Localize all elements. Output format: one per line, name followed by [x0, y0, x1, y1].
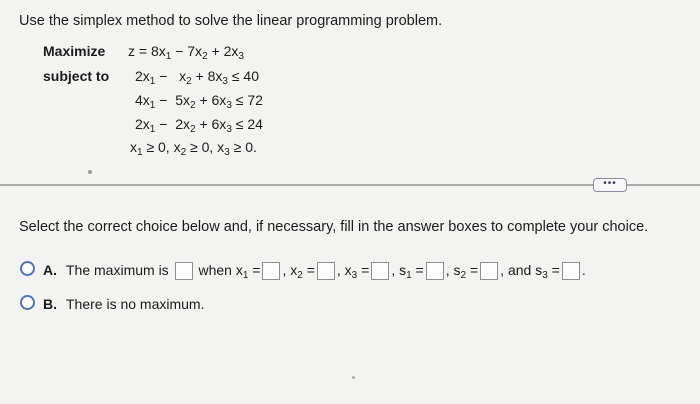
stray-dot — [88, 170, 92, 174]
s1-answer-box[interactable] — [426, 262, 444, 280]
x3-answer-box[interactable] — [371, 262, 389, 280]
maximum-answer-box[interactable] — [175, 262, 193, 280]
instruction-text: Select the correct choice below and, if necessary, fill in the answer boxes to complete your choice. — [19, 219, 649, 235]
constraint-3: $2x_1 - 2x_2 + 6x_3 \le 24$ — [135, 116, 263, 135]
s2-label: $s_2$ = — [453, 262, 479, 281]
s2-answer-box[interactable] — [480, 262, 498, 280]
question-text: Use the simplex method to solve the linear programming problem. — [19, 13, 443, 29]
s3-label: and $s_3$ = — [507, 262, 560, 281]
choice-a-text: The maximum is when $x_1$ = , $x_2$ = , $x_3$ = , $s_1$ = , $s_2$ = , and $s_3$ = . — [66, 262, 586, 281]
s1-label: $s_1$ = — [399, 262, 424, 281]
objective-function: $z = 8x_1 - 7x_2 + 2x_3$ — [128, 43, 244, 62]
s3-answer-box[interactable] — [562, 262, 580, 280]
maximize-label: Maximize — [43, 43, 106, 59]
constraint-2: $4x_1 - 5x_2 + 6x_3 \le 72$ — [135, 92, 263, 111]
x1-answer-box[interactable] — [262, 262, 280, 280]
subject-to-label: subject to — [43, 68, 110, 84]
choice-b-text: There is no maximum. — [66, 296, 205, 312]
x2-label: $x_2$ = — [290, 262, 315, 281]
nonnegativity-constraints: $x_1 \ge 0$, $x_2 \ge 0$, $x_3 \ge 0$. — [130, 139, 257, 158]
more-button[interactable]: ••• — [593, 178, 627, 192]
stray-dot-2 — [352, 376, 355, 379]
choice-a-letter: A. — [43, 262, 57, 278]
x2-answer-box[interactable] — [317, 262, 335, 280]
x3-label: $x_3$ = — [344, 262, 370, 281]
choice-b-radio[interactable] — [20, 295, 35, 310]
constraint-1: $2x_1 - x_2 + 8x_3 \le 40$ — [135, 68, 260, 87]
choice-a-prefix: The maximum is — [66, 262, 169, 278]
choice-b-letter: B. — [43, 296, 57, 312]
choice-a-radio[interactable] — [20, 261, 35, 276]
when-label: when — [198, 262, 232, 278]
x1-label: $x_1$ = — [235, 262, 261, 281]
